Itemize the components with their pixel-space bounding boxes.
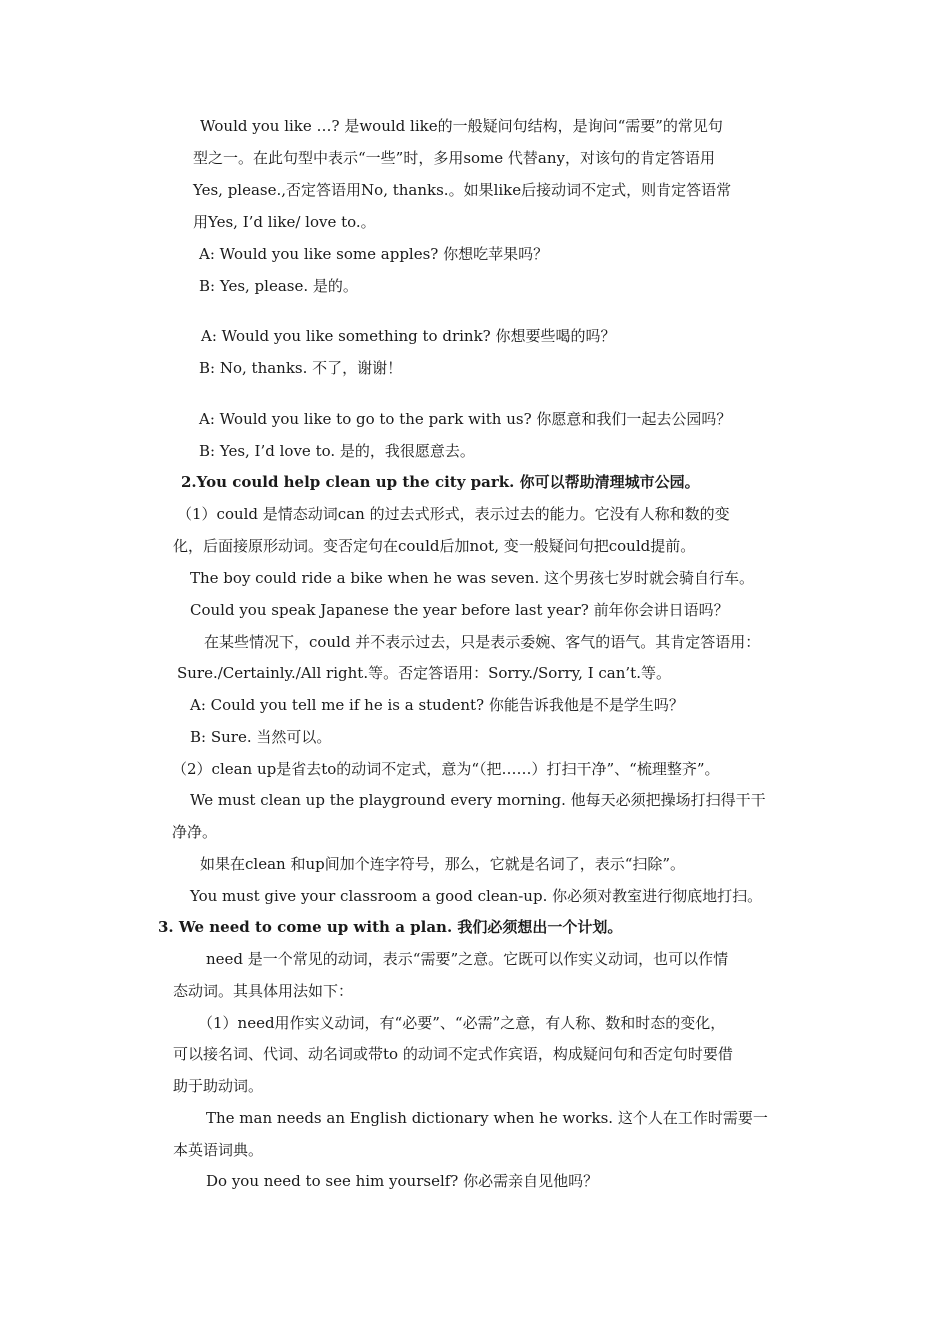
text-line: 用Yes, I’d like/ love to.。 xyxy=(193,213,376,231)
text-line: 可以接名词、代词、动名词或带to 的动词不定式作宾语，构成疑问句和否定句时要借 xyxy=(173,1045,733,1063)
example-line: B: Yes, I’d love to. 是的，我很愿意去。 xyxy=(199,442,475,460)
example-line: The boy could ride a bike when he was seven. 这个男孩七岁时就会骑自行车。 xyxy=(190,569,754,587)
text-line: 助于助动词。 xyxy=(173,1077,264,1095)
example-line: B: Sure. 当然可以。 xyxy=(190,728,332,746)
text-line: 态动词。其具体用法如下： xyxy=(173,982,354,1000)
text-line: Sure./Certainly./All right.等。否定答语用：Sorry./Sorry, I can’t.等。 xyxy=(177,664,671,682)
text-line: Yes, please.,否定答语用No, thanks.。如果like后接动词不定式，则肯定答语常 xyxy=(193,181,732,199)
text-line: （2）clean up是省去to的动词不定式，意为“（把……）打扫干净”、“梳理整齐”。 xyxy=(172,760,720,778)
example-line: We must clean up the playground every morning. 他每天必须把操场打扫得干干 xyxy=(190,791,766,809)
example-line: Could you speak Japanese the year before last year? 前年你会讲日语吗？ xyxy=(190,601,729,619)
example-line: A: Could you tell me if he is a student? 你能告诉我他是不是学生吗？ xyxy=(190,696,684,714)
example-line: A: Would you like some apples? 你想吃苹果吗？ xyxy=(199,245,549,263)
example-line: The man needs an English dictionary when he works. 这个人在工作时需要一 xyxy=(206,1109,768,1127)
text-line: 在某些情况下，could 并不表示过去，只是表示委婉、客气的语气。其肯定答语用： xyxy=(204,633,761,651)
example-line: B: No, thanks. 不了，谢谢！ xyxy=(199,359,403,377)
example-line: Do you need to see him yourself? 你必需亲自见他吗？ xyxy=(206,1172,599,1190)
example-line: A: Would you like to go to the park with us? 你愿意和我们一起去公园吗？ xyxy=(199,410,732,428)
example-line: 本英语词典。 xyxy=(173,1141,264,1159)
section-heading: 2.You could help clean up the city park. 你可以帮助清理城市公园。 xyxy=(181,473,700,491)
text-line: need 是一个常见的动词，表示“需要”之意。它既可以作实义动词，也可以作情 xyxy=(206,950,729,968)
section-heading: 3. We need to come up with a plan. 我们必须想出一个计划。 xyxy=(158,918,623,936)
example-line: 净净。 xyxy=(172,823,218,841)
text-line: Would you like …? 是would like的一般疑问句结构，是询问“需要”的常见句 xyxy=(200,117,723,135)
example-line: You must give your classroom a good clean-up. 你必须对教室进行彻底地打扫。 xyxy=(190,887,763,905)
text-line: 如果在clean 和up间加个连字符号，那么，它就是名词了，表示“扫除”。 xyxy=(200,855,686,873)
text-line: 化，后面接原形动词。变否定句在could后加not, 变一般疑问句把could提前。 xyxy=(173,537,696,555)
text-line: （1）need用作实义动词，有“必要”、“必需”之意，有人称、数和时态的变化， xyxy=(198,1014,726,1032)
text-line: 型之一。在此句型中表示“一些”时，多用some 代替any，对该句的肯定答语用 xyxy=(193,149,716,167)
example-line: A: Would you like something to drink? 你想要些喝的吗？ xyxy=(201,327,616,345)
example-line: B: Yes, please. 是的。 xyxy=(199,277,358,295)
text-line: （1）could 是情态动词can 的过去式形式，表示过去的能力。它没有人称和数的变 xyxy=(177,505,730,523)
